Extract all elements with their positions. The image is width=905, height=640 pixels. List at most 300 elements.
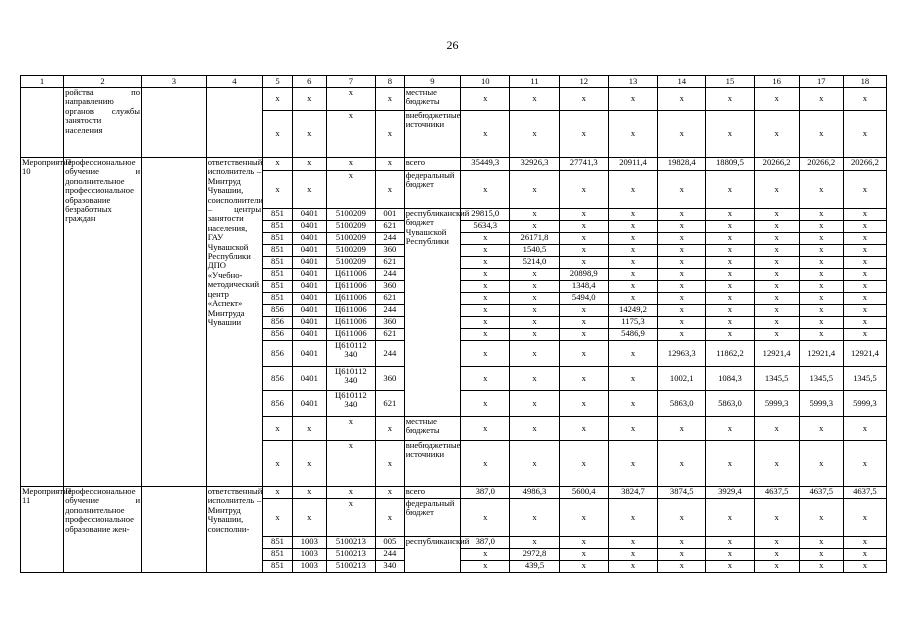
expense-type: x bbox=[375, 171, 404, 209]
table-row bbox=[21, 158, 887, 171]
year-value: x bbox=[608, 441, 657, 487]
year-value: x bbox=[658, 329, 706, 341]
funding-source: республиканский bbox=[404, 537, 460, 573]
year-value: x bbox=[843, 293, 886, 305]
measure-number: Мероприятие 10 bbox=[21, 158, 64, 487]
target-article: 5100209 bbox=[326, 245, 375, 257]
header-cell: 1 bbox=[21, 76, 64, 88]
year-value: x bbox=[461, 257, 510, 269]
header-cell: 8 bbox=[375, 76, 404, 88]
expense-type: 340 bbox=[375, 561, 404, 573]
header-cell: 7 bbox=[326, 76, 375, 88]
year-value: x bbox=[461, 293, 510, 305]
year-value: 1348,4 bbox=[559, 281, 608, 293]
year-value: x bbox=[510, 317, 559, 329]
year-value: x bbox=[658, 499, 706, 537]
year-value: x bbox=[799, 293, 843, 305]
year-value: x bbox=[559, 317, 608, 329]
year-value: x bbox=[706, 171, 754, 209]
year-value: x bbox=[754, 441, 799, 487]
section-code: 0401 bbox=[292, 257, 326, 269]
admin-code: x bbox=[263, 158, 293, 171]
target-article: 5100209 bbox=[326, 209, 375, 221]
admin-code: x bbox=[263, 111, 293, 158]
section-code: x bbox=[292, 417, 326, 441]
target-article: Ц611006 bbox=[326, 293, 375, 305]
empty-cell bbox=[142, 158, 207, 487]
year-value: x bbox=[843, 88, 886, 111]
year-value: x bbox=[559, 499, 608, 537]
year-value: x bbox=[799, 549, 843, 561]
year-value: x bbox=[510, 499, 559, 537]
year-value: x bbox=[843, 111, 886, 158]
section-code: 0401 bbox=[292, 281, 326, 293]
year-value: x bbox=[510, 111, 559, 158]
year-value: x bbox=[754, 221, 799, 233]
year-value: x bbox=[559, 441, 608, 487]
admin-code: x bbox=[263, 88, 293, 111]
admin-code: x bbox=[263, 441, 293, 487]
year-value: x bbox=[608, 391, 657, 417]
admin-code: 856 bbox=[263, 341, 293, 367]
expense-type: 244 bbox=[375, 233, 404, 245]
section-code: 1003 bbox=[292, 561, 326, 573]
header-cell: 4 bbox=[206, 76, 262, 88]
year-value: 5486,9 bbox=[608, 329, 657, 341]
year-value: x bbox=[706, 245, 754, 257]
year-value: x bbox=[658, 441, 706, 487]
year-value: 4986,3 bbox=[510, 487, 559, 499]
header-cell: 13 bbox=[608, 76, 657, 88]
measure-name: Профессиональное обучение и дополнительное профессиональное образование безработных граждан bbox=[64, 158, 142, 487]
year-value: 29815,0 bbox=[461, 209, 510, 221]
section-code: x bbox=[292, 487, 326, 499]
section-code: 0401 bbox=[292, 269, 326, 281]
year-value: x bbox=[559, 88, 608, 111]
target-article: Ц611006 bbox=[326, 317, 375, 329]
section-code: x bbox=[292, 88, 326, 111]
page-number: 26 bbox=[446, 38, 459, 52]
year-value: x bbox=[608, 293, 657, 305]
year-value: x bbox=[608, 221, 657, 233]
year-value: x bbox=[843, 209, 886, 221]
target-article: 5100213 bbox=[326, 549, 375, 561]
admin-code: 856 bbox=[263, 317, 293, 329]
year-value: x bbox=[799, 111, 843, 158]
year-value: x bbox=[843, 537, 886, 549]
admin-code: 851 bbox=[263, 257, 293, 269]
year-value: x bbox=[658, 245, 706, 257]
year-value: 4637,5 bbox=[754, 487, 799, 499]
year-value: x bbox=[706, 269, 754, 281]
year-value: x bbox=[843, 441, 886, 487]
admin-code: 851 bbox=[263, 537, 293, 549]
header-cell: 18 bbox=[843, 76, 886, 88]
year-value: x bbox=[608, 281, 657, 293]
year-value: 5634,3 bbox=[461, 221, 510, 233]
year-value: x bbox=[799, 561, 843, 573]
year-value: 5600,4 bbox=[559, 487, 608, 499]
section-code: 0401 bbox=[292, 341, 326, 367]
year-value: 32926,3 bbox=[510, 158, 559, 171]
expense-type: 621 bbox=[375, 391, 404, 417]
target-article: x bbox=[326, 158, 375, 171]
year-value: x bbox=[510, 329, 559, 341]
measure-name: Профессиональное обучение и дополнительное профессиональное образование жен- bbox=[64, 487, 142, 573]
admin-code: 851 bbox=[263, 561, 293, 573]
header-cell: 15 bbox=[706, 76, 754, 88]
year-value: x bbox=[510, 391, 559, 417]
year-value: 18809,5 bbox=[706, 158, 754, 171]
year-value: x bbox=[754, 209, 799, 221]
header-cell: 16 bbox=[754, 76, 799, 88]
year-value: x bbox=[799, 317, 843, 329]
year-value: 5999,3 bbox=[799, 391, 843, 417]
admin-code: 851 bbox=[263, 281, 293, 293]
year-value: 387,0 bbox=[461, 537, 510, 549]
year-value: x bbox=[510, 341, 559, 367]
year-value: x bbox=[843, 305, 886, 317]
year-value: x bbox=[461, 233, 510, 245]
budget-table bbox=[20, 75, 887, 573]
expense-type: 621 bbox=[375, 257, 404, 269]
year-value: x bbox=[799, 221, 843, 233]
expense-type: x bbox=[375, 158, 404, 171]
year-value: x bbox=[658, 209, 706, 221]
expense-type: 621 bbox=[375, 221, 404, 233]
year-value: x bbox=[658, 233, 706, 245]
year-value: 20266,2 bbox=[843, 158, 886, 171]
year-value: x bbox=[658, 317, 706, 329]
year-value: x bbox=[799, 88, 843, 111]
year-value: 439,5 bbox=[510, 561, 559, 573]
admin-code: 851 bbox=[263, 269, 293, 281]
year-value: 2972,8 bbox=[510, 549, 559, 561]
year-value: x bbox=[658, 281, 706, 293]
year-value: 1084,3 bbox=[706, 367, 754, 391]
year-value: x bbox=[658, 88, 706, 111]
year-value: x bbox=[843, 499, 886, 537]
header-cell: 9 bbox=[404, 76, 460, 88]
year-value: x bbox=[706, 233, 754, 245]
year-value: 5863,0 bbox=[706, 391, 754, 417]
expense-type: 360 bbox=[375, 317, 404, 329]
target-article: Ц611006 bbox=[326, 305, 375, 317]
year-value: x bbox=[754, 305, 799, 317]
year-value: 5999,3 bbox=[754, 391, 799, 417]
year-value: x bbox=[658, 537, 706, 549]
year-value: x bbox=[754, 537, 799, 549]
year-value: x bbox=[799, 209, 843, 221]
year-value: x bbox=[559, 233, 608, 245]
funding-source: местные бюджеты bbox=[404, 417, 460, 441]
target-article: x bbox=[326, 441, 375, 487]
year-value: x bbox=[559, 209, 608, 221]
year-value: x bbox=[461, 305, 510, 317]
year-value: x bbox=[706, 257, 754, 269]
year-value: x bbox=[706, 499, 754, 537]
year-value: x bbox=[658, 293, 706, 305]
year-value: x bbox=[843, 257, 886, 269]
admin-code: 856 bbox=[263, 305, 293, 317]
year-value: x bbox=[799, 417, 843, 441]
year-value: x bbox=[843, 561, 886, 573]
admin-code: 851 bbox=[263, 293, 293, 305]
target-article: 5100213 bbox=[326, 537, 375, 549]
expense-type: 621 bbox=[375, 293, 404, 305]
section-code: 1003 bbox=[292, 549, 326, 561]
section-code: 0401 bbox=[292, 293, 326, 305]
target-article: x bbox=[326, 487, 375, 499]
target-article: x bbox=[326, 171, 375, 209]
year-value: x bbox=[608, 257, 657, 269]
section-code: 0401 bbox=[292, 245, 326, 257]
expense-type: x bbox=[375, 487, 404, 499]
year-value: x bbox=[754, 233, 799, 245]
year-value: x bbox=[754, 499, 799, 537]
target-article: x bbox=[326, 499, 375, 537]
year-value: x bbox=[461, 281, 510, 293]
year-value: x bbox=[559, 417, 608, 441]
year-value: x bbox=[754, 417, 799, 441]
admin-code: x bbox=[263, 171, 293, 209]
year-value: x bbox=[706, 281, 754, 293]
year-value: 5863,0 bbox=[658, 391, 706, 417]
header-cell: 5 bbox=[263, 76, 293, 88]
year-value: 14249,2 bbox=[608, 305, 657, 317]
year-value: x bbox=[843, 317, 886, 329]
year-value: x bbox=[608, 341, 657, 367]
year-value: x bbox=[799, 441, 843, 487]
section-code: x bbox=[292, 499, 326, 537]
year-value: x bbox=[559, 171, 608, 209]
year-value: x bbox=[799, 499, 843, 537]
year-value: x bbox=[608, 549, 657, 561]
year-value: 12921,4 bbox=[754, 341, 799, 367]
header-cell: 6 bbox=[292, 76, 326, 88]
year-value: x bbox=[799, 537, 843, 549]
year-value: x bbox=[461, 245, 510, 257]
year-value: x bbox=[461, 88, 510, 111]
year-value: x bbox=[799, 329, 843, 341]
year-value: x bbox=[461, 561, 510, 573]
admin-code: 851 bbox=[263, 209, 293, 221]
year-value: x bbox=[461, 441, 510, 487]
target-article: Ц611006 bbox=[326, 329, 375, 341]
year-value: x bbox=[658, 221, 706, 233]
year-value: x bbox=[559, 221, 608, 233]
section-code: 0401 bbox=[292, 317, 326, 329]
year-value: 20911,4 bbox=[608, 158, 657, 171]
year-value: x bbox=[658, 549, 706, 561]
admin-code: 851 bbox=[263, 549, 293, 561]
year-value: 5494,0 bbox=[559, 293, 608, 305]
year-value: x bbox=[510, 269, 559, 281]
year-value: x bbox=[843, 233, 886, 245]
year-value: x bbox=[559, 561, 608, 573]
year-value: x bbox=[843, 221, 886, 233]
funding-source: федеральный бюджет bbox=[404, 171, 460, 209]
section-code: 1003 bbox=[292, 537, 326, 549]
year-value: x bbox=[608, 111, 657, 158]
year-value: x bbox=[706, 317, 754, 329]
year-value: x bbox=[658, 171, 706, 209]
year-value: x bbox=[843, 417, 886, 441]
section-code: x bbox=[292, 171, 326, 209]
measure-number: Мероприятие 11 bbox=[21, 487, 64, 573]
target-article: x bbox=[326, 417, 375, 441]
year-value: x bbox=[843, 269, 886, 281]
year-value: x bbox=[843, 549, 886, 561]
expense-type: 005 bbox=[375, 537, 404, 549]
year-value: 26171,8 bbox=[510, 233, 559, 245]
year-value: x bbox=[559, 367, 608, 391]
measure-number bbox=[21, 88, 64, 158]
funding-source: внебюджетные источники bbox=[404, 441, 460, 487]
funding-source: местные бюджеты bbox=[404, 88, 460, 111]
year-value: x bbox=[706, 329, 754, 341]
year-value: x bbox=[799, 281, 843, 293]
header-cell: 14 bbox=[658, 76, 706, 88]
admin-code: 851 bbox=[263, 233, 293, 245]
section-code: x bbox=[292, 158, 326, 171]
year-value: x bbox=[754, 549, 799, 561]
header-cell: 11 bbox=[510, 76, 559, 88]
year-value: x bbox=[461, 499, 510, 537]
year-value: x bbox=[510, 171, 559, 209]
responsible-executor bbox=[206, 88, 262, 158]
expense-type: 244 bbox=[375, 269, 404, 281]
year-value: x bbox=[706, 305, 754, 317]
year-value: x bbox=[799, 257, 843, 269]
year-value: x bbox=[559, 549, 608, 561]
expense-type: x bbox=[375, 111, 404, 158]
year-value: x bbox=[510, 281, 559, 293]
year-value: 1540,5 bbox=[510, 245, 559, 257]
year-value: x bbox=[608, 233, 657, 245]
target-article: 5100209 bbox=[326, 257, 375, 269]
year-value: 20898,9 bbox=[559, 269, 608, 281]
year-value: x bbox=[843, 171, 886, 209]
year-value: x bbox=[461, 317, 510, 329]
admin-code: 851 bbox=[263, 221, 293, 233]
admin-code: x bbox=[263, 499, 293, 537]
year-value: x bbox=[658, 305, 706, 317]
year-value: x bbox=[510, 88, 559, 111]
year-value: x bbox=[706, 561, 754, 573]
year-value: x bbox=[658, 111, 706, 158]
year-value: x bbox=[461, 391, 510, 417]
year-value: 3874,5 bbox=[658, 487, 706, 499]
year-value: x bbox=[461, 367, 510, 391]
admin-code: 856 bbox=[263, 391, 293, 417]
target-article: 5100209 bbox=[326, 233, 375, 245]
year-value: x bbox=[799, 245, 843, 257]
expense-type: 001 bbox=[375, 209, 404, 221]
year-value: x bbox=[754, 111, 799, 158]
year-value: x bbox=[559, 537, 608, 549]
year-value: 35449,3 bbox=[461, 158, 510, 171]
year-value: x bbox=[510, 537, 559, 549]
funding-source: всего bbox=[404, 487, 460, 499]
section-code: 0401 bbox=[292, 305, 326, 317]
year-value: 1345,5 bbox=[799, 367, 843, 391]
year-value: x bbox=[559, 341, 608, 367]
year-value: x bbox=[510, 221, 559, 233]
target-article: x bbox=[326, 111, 375, 158]
year-value: x bbox=[608, 417, 657, 441]
expense-type: 244 bbox=[375, 549, 404, 561]
year-value: x bbox=[799, 171, 843, 209]
admin-code: x bbox=[263, 487, 293, 499]
year-value: x bbox=[559, 329, 608, 341]
expense-type: x bbox=[375, 499, 404, 537]
year-value: x bbox=[754, 171, 799, 209]
header-cell: 12 bbox=[559, 76, 608, 88]
year-value: x bbox=[608, 269, 657, 281]
year-value: x bbox=[510, 441, 559, 487]
year-value: x bbox=[658, 417, 706, 441]
year-value: x bbox=[510, 293, 559, 305]
year-value: 5999,3 bbox=[843, 391, 886, 417]
year-value: 20266,2 bbox=[799, 158, 843, 171]
section-code: 0401 bbox=[292, 391, 326, 417]
year-value: 1002,1 bbox=[658, 367, 706, 391]
funding-source: республиканский бюджет Чувашской Республики bbox=[404, 209, 460, 417]
year-value: x bbox=[706, 293, 754, 305]
measure-name: ройства по направлению органов службы занятости населения bbox=[64, 88, 142, 158]
expense-type: x bbox=[375, 441, 404, 487]
section-code: 0401 bbox=[292, 367, 326, 391]
year-value: x bbox=[461, 269, 510, 281]
section-code: 0401 bbox=[292, 329, 326, 341]
year-value: 4637,5 bbox=[799, 487, 843, 499]
admin-code: 851 bbox=[263, 245, 293, 257]
target-article: Ц610112 340 bbox=[326, 367, 375, 391]
target-article: Ц611006 bbox=[326, 269, 375, 281]
year-value: 11862,2 bbox=[706, 341, 754, 367]
section-code: x bbox=[292, 441, 326, 487]
year-value: x bbox=[799, 233, 843, 245]
responsible-executor: ответственный исполнитель – Минтруд Чувашии, соисполни- bbox=[206, 487, 262, 573]
year-value: x bbox=[754, 88, 799, 111]
section-code: 0401 bbox=[292, 221, 326, 233]
header-cell: 17 bbox=[799, 76, 843, 88]
admin-code: x bbox=[263, 417, 293, 441]
target-article: 5100209 bbox=[326, 221, 375, 233]
year-value: x bbox=[843, 245, 886, 257]
year-value: x bbox=[754, 293, 799, 305]
expense-type: x bbox=[375, 417, 404, 441]
year-value: x bbox=[559, 111, 608, 158]
year-value: x bbox=[706, 417, 754, 441]
year-value: x bbox=[608, 88, 657, 111]
year-value: x bbox=[608, 499, 657, 537]
year-value: x bbox=[461, 329, 510, 341]
section-code: x bbox=[292, 111, 326, 158]
year-value: x bbox=[706, 549, 754, 561]
expense-type: 360 bbox=[375, 245, 404, 257]
header-row bbox=[21, 76, 887, 88]
funding-source: всего bbox=[404, 158, 460, 171]
year-value: x bbox=[461, 549, 510, 561]
year-value: x bbox=[754, 329, 799, 341]
year-value: x bbox=[843, 281, 886, 293]
year-value: x bbox=[754, 317, 799, 329]
header-cell: 2 bbox=[64, 76, 142, 88]
admin-code: 856 bbox=[263, 367, 293, 391]
year-value: x bbox=[706, 209, 754, 221]
